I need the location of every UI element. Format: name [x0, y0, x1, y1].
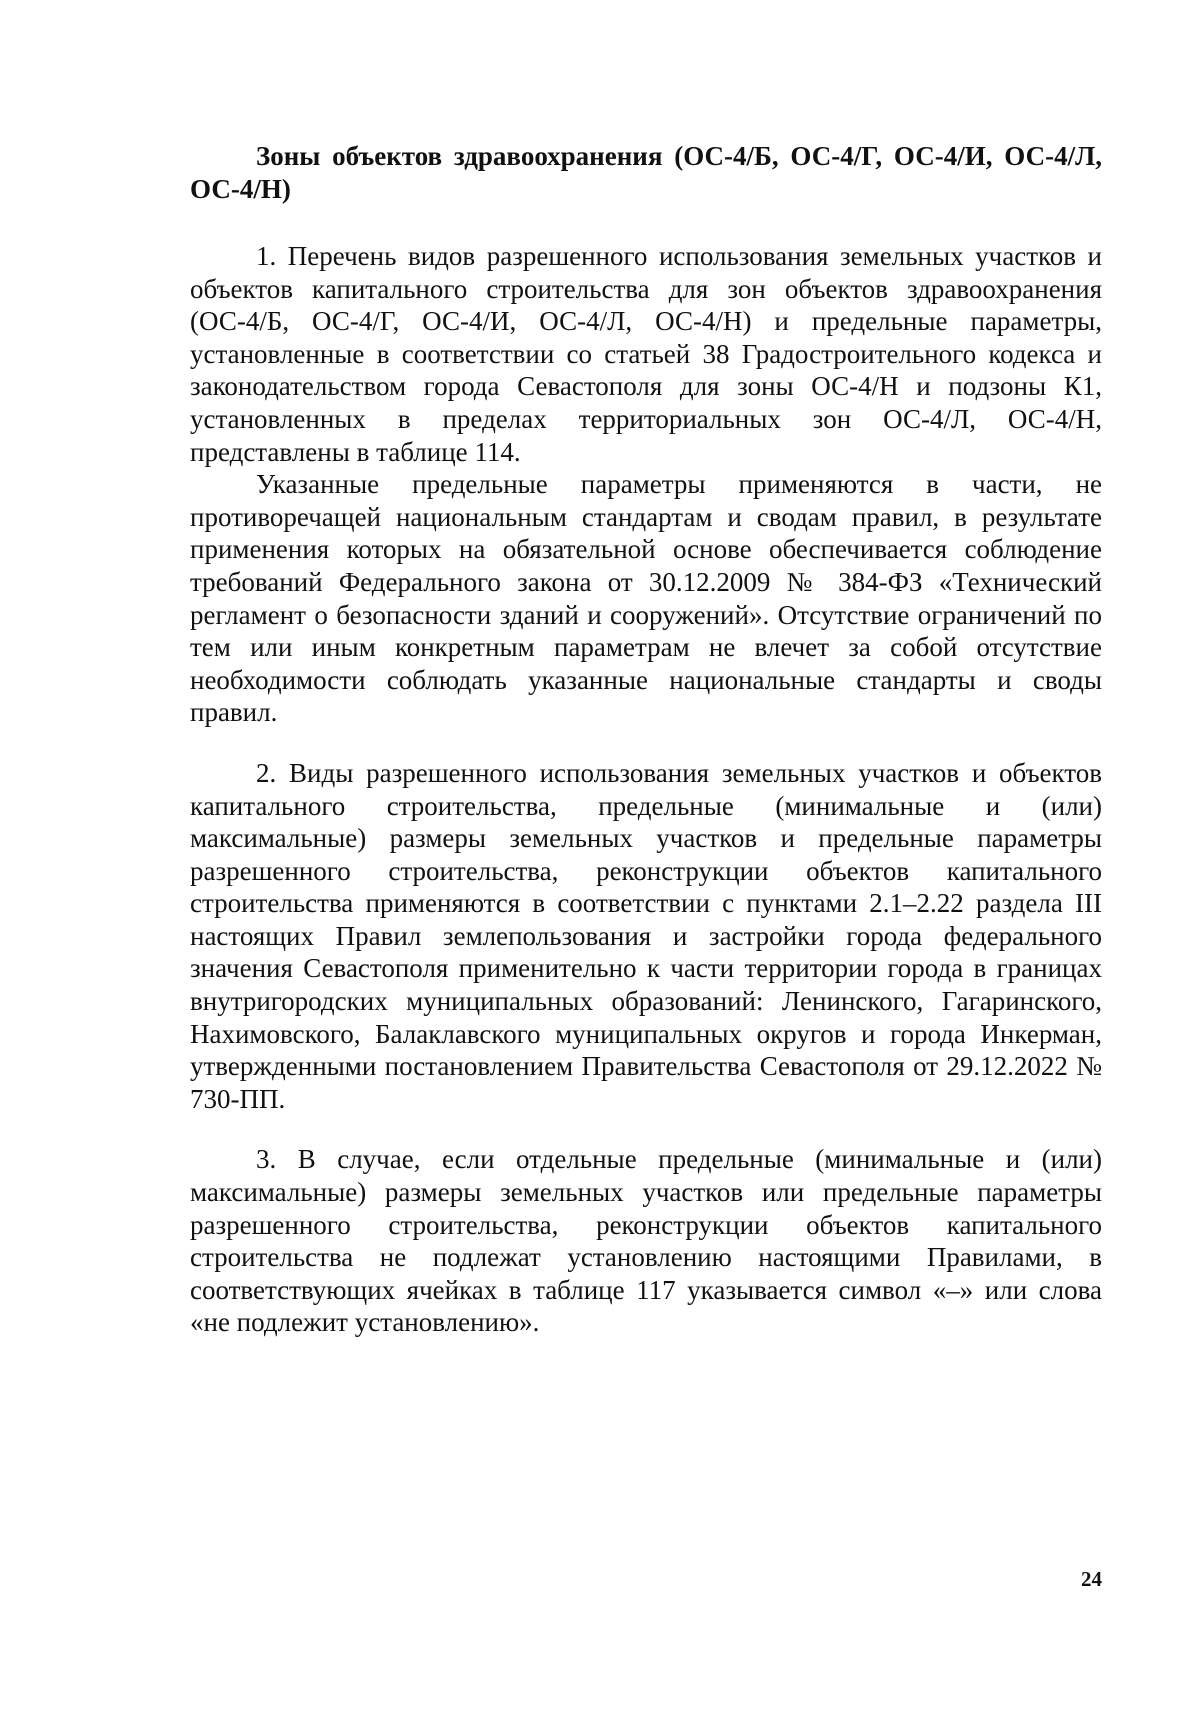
paragraph-1: 1. Перечень видов разрешенного использования земельных участков и объектов капитального строительства для зон объектов здравоохранения (ОС-4/Б, ОС-4/Г, ОС-4/И, ОС-4/Л, ОС-4/Н) и предельные параметры, установленные в соответствии со статьей 38 Градостроительного кодекса и законодательством города Севастополя для зоны ОС-4/Н и подзоны К1, установленных в пределах территориальных зон ОС-4/Л, ОС-4/Н, представлены в таблице 114. — [190, 241, 1102, 467]
paragraph-1-continuation: Указанные предельные параметры применяются в части, не противоречащей национальным стандартам и сводам правил, в результате применения которых на обязательной основе обеспечивается соблюдение требований Федерального закона от 30.12.2009 № 384-ФЗ «Технический регламент о безопасности зданий и сооружений». Отсутствие ограничений по тем или иным конкретным параметрам не влечет за собой отсутствие необходимости соблюдать указанные национальные стандарты и своды правил. — [190, 469, 1102, 728]
document-body — [190, 140, 1102, 1339]
section-heading: Зоны объектов здравоохранения (ОС-4/Б, ОС-4/Г, ОС-4/И, ОС-4/Л, ОС-4/Н) — [190, 141, 1102, 204]
paragraph-2: 2. Виды разрешенного использования земельных участков и объектов капитального строительства, предельные (минимальные и (или) максимальные) размеры земельных участков и предельные параметры разрешенного строительства, реконструкции объектов капитального строительства применяются в соответствии с пунктами 2.1–2.22 раздела III настоящих Правил землепользования и застройки города федерального значения Севастополя применительно к части территории города в границах внутригородских муниципальных образований: Ленинского, Гагаринского, Нахимовского, Балаклавского муниципальных округов и города Инкерман, утвержденными постановлением Правительства Севастополя от 29.12.2022 № 730-ПП. — [190, 757, 1102, 1114]
paragraph-3: 3. В случае, если отдельные предельные (минимальные и (или) максимальные) размеры земельных участков или предельные параметры разрешенного строительства, реконструкции объектов капитального строительства не подлежат установлению настоящими Правилами, в соответствующих ячейках в таблице 117 указывается символ «–» или слова «не подлежит установлению». — [190, 1144, 1102, 1338]
page-number: 24 — [1081, 1567, 1102, 1591]
